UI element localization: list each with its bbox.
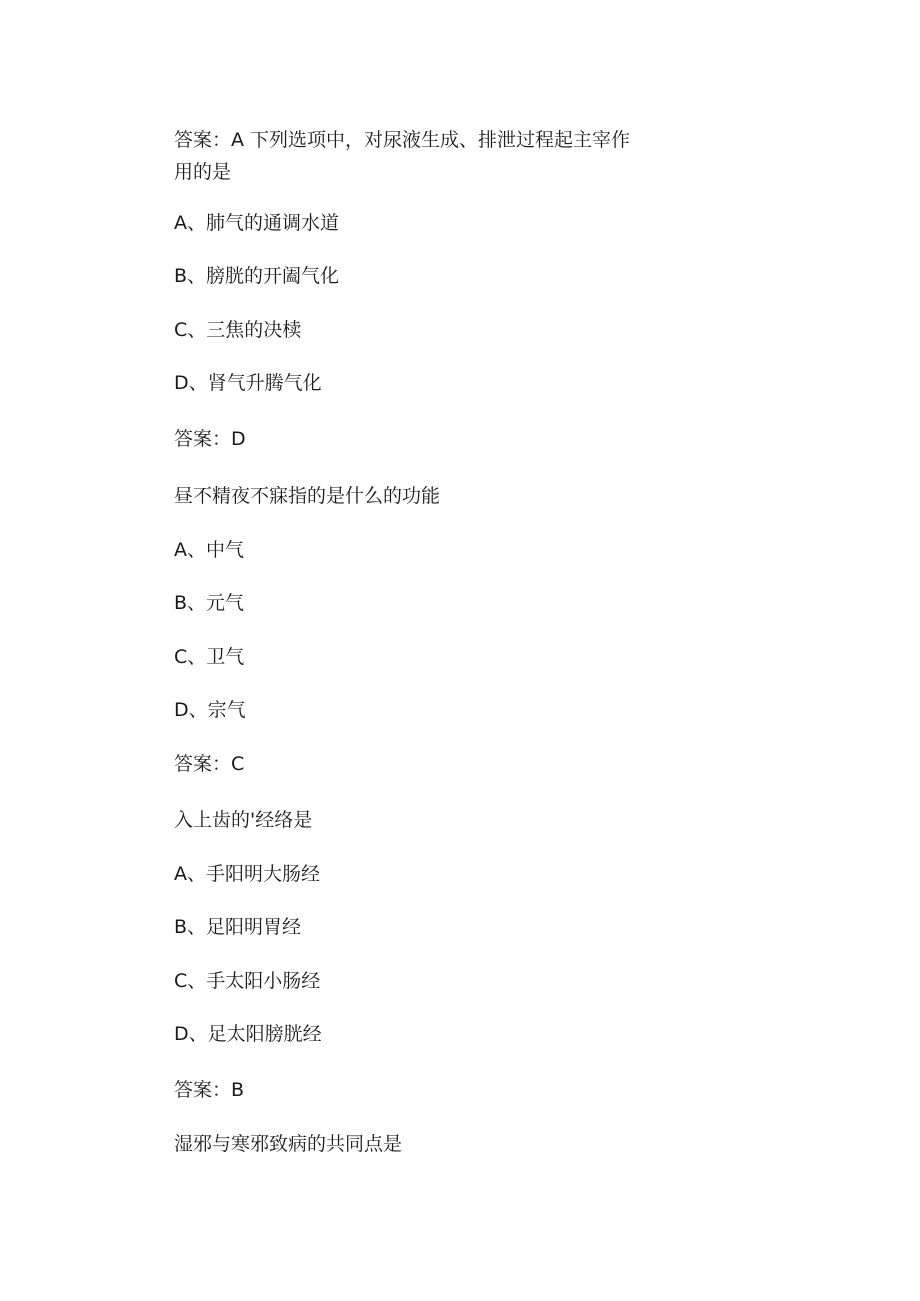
option-b: B、元气 (174, 592, 245, 614)
option-d: D、肾气升腾气化 (174, 372, 322, 394)
answer: 答案：C (174, 753, 245, 775)
answer: 答案：D (174, 428, 246, 450)
answer: 答案：B (174, 1079, 245, 1101)
option-a: A、肺气的通调水道 (174, 212, 339, 234)
option-b: B、足阳明胃经 (174, 916, 302, 938)
question-stem: 入上齿的'经络是 (174, 809, 313, 831)
option-d: D、宗气 (174, 699, 246, 721)
option-b: B、膀胱的开阖气化 (174, 265, 340, 287)
option-c: C、三焦的决椟 (174, 319, 302, 341)
option-a: A、手阳明大肠经 (174, 863, 320, 885)
question-stem: 湿邪与寒邪致病的共同点是 (174, 1133, 403, 1155)
option-a: A、中气 (174, 539, 244, 561)
option-d: D、足太阳膀胱经 (174, 1023, 322, 1045)
option-c: C、卫气 (174, 646, 245, 668)
question-stem: 答案：A 下列选项中，对尿液生成、排泄过程起主宰作用的是 (174, 129, 631, 183)
question-stem: 昼不精夜不寐指的是什么的功能 (174, 485, 441, 507)
option-c: C、手太阳小肠经 (174, 970, 321, 992)
